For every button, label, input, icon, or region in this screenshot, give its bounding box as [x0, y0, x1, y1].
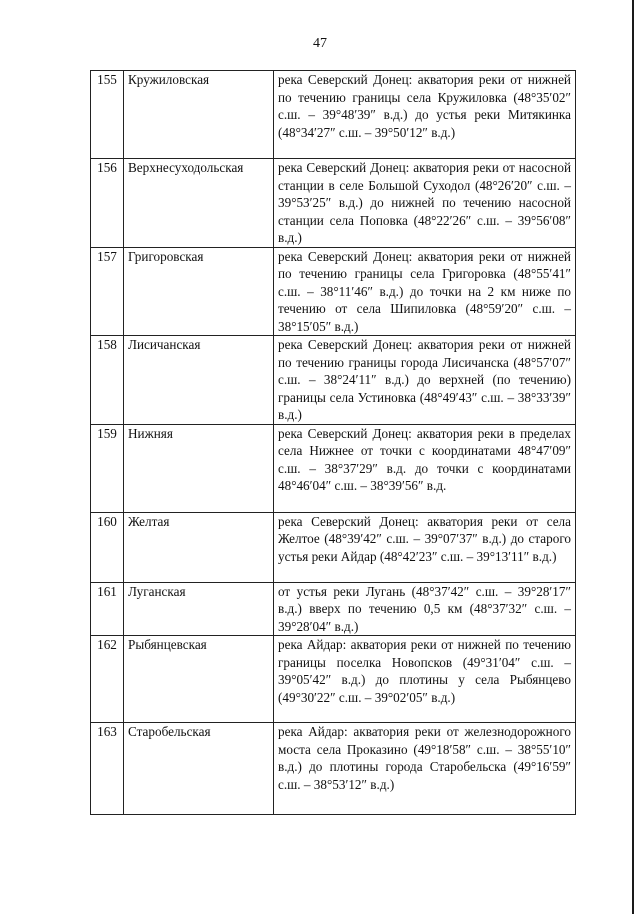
area-name: Григоровская: [124, 247, 274, 336]
row-number: 160: [91, 512, 124, 582]
area-name: Желтая: [124, 512, 274, 582]
fishing-areas-table: [90, 70, 576, 815]
area-description-text: река Северский Донец: акватория реки от нижней по течению границы города Лисичанска (48°57′07″ с.ш. – 38°24′11″ в.д.) до верхней (по течению) границы села Устиновка (48°49′43″ с.ш. – 38°33′39″ в.д.): [278, 337, 571, 422]
area-description: [274, 636, 576, 723]
area-description: [274, 582, 576, 636]
area-name: Кружиловская: [124, 71, 274, 159]
page-number: 47: [313, 36, 327, 51]
area-name: Нижняя: [124, 424, 274, 512]
table-row: [91, 723, 576, 815]
row-number: 162: [91, 636, 124, 723]
area-description-text: река Северский Донец: акватория реки от нижней по течению границы села Кружиловка (48°35′02″ с.ш. – 39°48′39″ в.д.) до устья реки Митякинка (48°34′27″ с.ш. – 39°50′12″ в.д.): [278, 72, 571, 140]
area-description-text: река Айдар: акватория реки от нижней по течению границы поселка Новопсков (49°31′04″ с.ш. – 39°05′42″ в.д.) до плотины у села Рыбянцево (49°30′22″ с.ш. – 39°02′05″ в.д.): [278, 637, 571, 705]
table-row: [91, 159, 576, 248]
row-number: 156: [91, 159, 124, 248]
row-number: 158: [91, 336, 124, 425]
table-row: [91, 636, 576, 723]
table-row: [91, 71, 576, 159]
area-name: Лисичанская: [124, 336, 274, 425]
row-number: 163: [91, 723, 124, 815]
row-number: 155: [91, 71, 124, 159]
area-description-text: река Северский Донец: акватория реки в пределах села Нижнее от точки с координатами 48°47′09″ с.ш. – 38°37′29″ в.д. до точки с координатами 48°46′04″ с.ш. – 38°39′56″ в.д.: [278, 425, 571, 493]
row-number: 159: [91, 424, 124, 512]
area-description: [274, 247, 576, 336]
row-number: 161: [91, 582, 124, 636]
row-number: 157: [91, 247, 124, 336]
area-description-text: река Северский Донец: акватория реки от насосной станции в селе Большой Суходол (48°26′20″ с.ш. – 39°53′25″ в.д.) до нижней по течению насосной станции села Поповка (48°22′26″ с.ш. – 39°56′08″ в.д.): [278, 160, 571, 245]
area-name: Луганская: [124, 582, 274, 636]
table-row: [91, 582, 576, 636]
area-description: [274, 723, 576, 815]
area-description: [274, 512, 576, 582]
table-row: [91, 336, 576, 425]
area-name: Рыбянцевская: [124, 636, 274, 723]
area-description: [274, 336, 576, 425]
area-description-text: от устья реки Лугань (48°37′42″ с.ш. – 39°28′17″ в.д.) вверх по течению 0,5 км (48°37′32″ с.ш. – 39°28′04″ в.д.): [278, 583, 571, 634]
area-description: [274, 71, 576, 159]
scan-edge-line: [632, 0, 634, 914]
area-description-text: река Северский Донец: акватория реки от села Желтое (48°39′42″ с.ш. – 39°07′37″ в.д.) до старого устья реки Айдар (48°42′23″ с.ш. – 39°13′11″ в.д.): [278, 513, 571, 564]
area-name: Старобельская: [124, 723, 274, 815]
table-row: [91, 512, 576, 582]
area-name: Верхнесуходольская: [124, 159, 274, 248]
area-description: [274, 159, 576, 248]
table-row: [91, 424, 576, 512]
table-row: [91, 247, 576, 336]
area-description: [274, 424, 576, 512]
area-description-text: река Айдар: акватория реки от железнодорожного моста села Проказино (49°18′58″ с.ш. – 38°55′10″ в.д.) до плотины города Старобельска (49°16′59″ с.ш. – 38°53′12″ в.д.): [278, 724, 571, 792]
area-description-text: река Северский Донец: акватория реки от нижней по течению границы села Григоровка (48°55′41″ с.ш. – 38°11′46″ в.д.) до точки на 2 км ниже по течению от села Шипиловка (48°59′20″ с.ш. – 38°15′05″ в.д.): [278, 248, 571, 334]
